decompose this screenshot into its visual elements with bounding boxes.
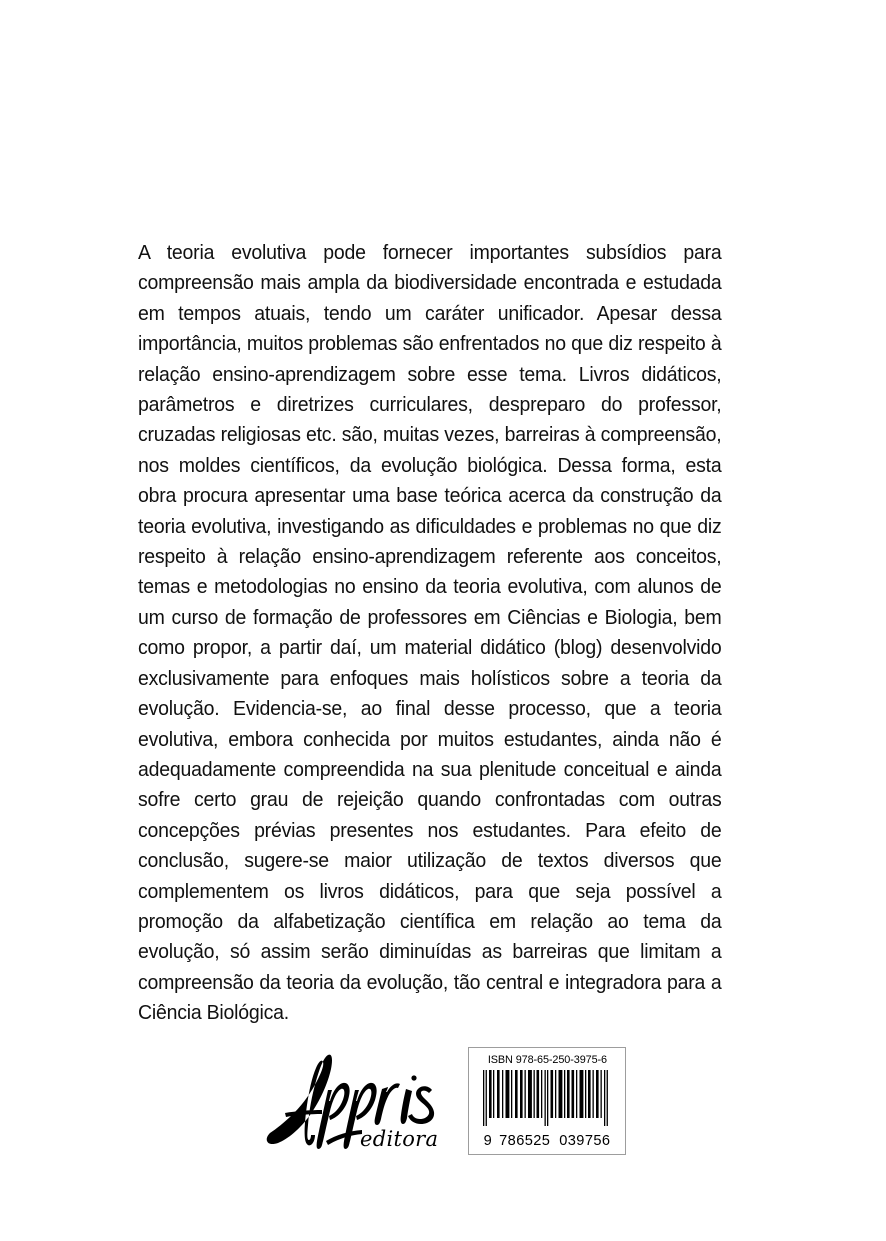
ean-digits xyxy=(469,1133,625,1149)
ean-right-group: 039756 xyxy=(559,1133,611,1149)
back-cover-blurb xyxy=(138,238,722,1029)
isbn-number: ISBN 978-65-250-3975-6 xyxy=(487,1054,607,1066)
svg-text:editora: editora xyxy=(360,1127,439,1151)
blurb-paragraph: A teoria evolutiva pode fornecer importantes subsídios para compreensão mais ampla da biodiversidade encontrada e estudada em tempos atuais, tendo um caráter unificador. Apesar dessa importância, muitos problemas são enfrentados no que diz respeito à relação ensino-aprendizagem sobre esse tema. Livros didáticos, parâmetros e diretrizes curriculares, despreparo do professor, cruzadas religiosas etc. são, muitas vezes, barreiras à compreensão, nos moldes científicos, da evolução biológica. Dessa forma, esta obra procura apresentar uma base teórica acerca da construção da teoria evolutiva, investigando as dificuldades e problemas no que diz respeito à relação ensino-aprendizagem referente aos conceitos, temas e metodologias no ensino da teoria evolutiva, com alunos de um curso de formação de professores em Ciências e Biologia, bem como propor, a partir daí, um material didático (blog) desenvolvido exclusivamente para enfoques mais holísticos sobre a teoria da evolução. Evidencia-se, ao final desse processo, que a teoria evolutiva, embora conhecida por muitos estudantes, ainda não é adequadamente compreendida na sua plenitude conceitual e ainda sofre certo grau de rejeição quando confrontadas com outras concepções prévias presentes nos estudantes. Para efeito de conclusão, sugere-se maior utilização de textos diversos que complementem os livros didáticos, para que seja possível a promoção da alfabetização científica em relação ao tema da evolução, só assim serão diminuídas as barreiras que limitam a compreensão da teoria da evolução, tão central e integradora para a Ciência Biológica. xyxy=(138,242,722,1025)
ean-left-group: 786525 xyxy=(499,1133,551,1149)
ean-lead-digit: 9 xyxy=(483,1133,493,1149)
barcode-bars xyxy=(483,1070,611,1126)
publisher-logo xyxy=(256,1043,446,1161)
isbn-barcode xyxy=(468,1047,626,1155)
editora-script-glyphs xyxy=(326,1127,438,1151)
